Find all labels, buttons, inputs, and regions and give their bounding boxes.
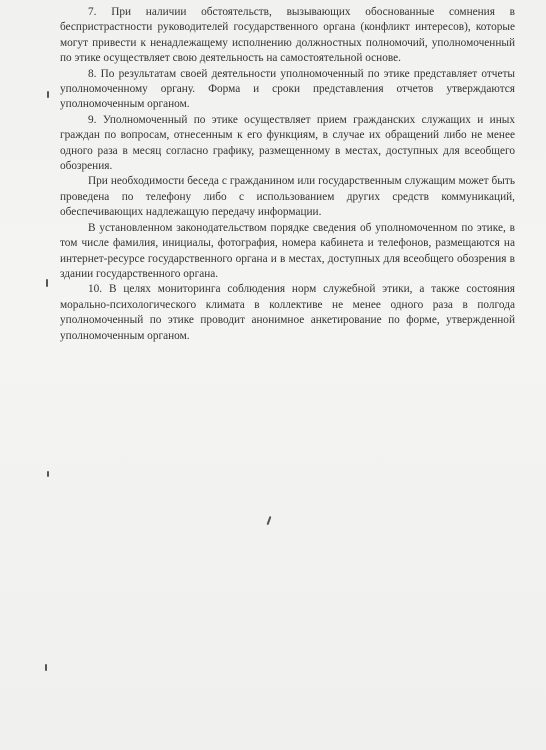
paragraph-8: 8. По результатам своей деятельности уполномоченный по этике представляет отчеты уполномоченному органу. Форма и сроки представления отчетов утверждаются уполномоченным органом. — [60, 67, 515, 111]
paragraph-9: 9. Уполномоченный по этике осуществляет прием гражданских служащих и иных граждан по вопросам, отнесенным к его функциям, в случае их обращений либо не менее одного раза в месяц согласно графику, размещенному в местах, доступных для всеобщего обозрения. — [60, 113, 515, 173]
paragraph-7: 7. При наличии обстоятельств, вызывающих обоснованные сомнения в беспристрастности руководителей государственного органа (конфликт интересов), которые могут привести к ненадлежащему исполнению должностных полномочий, уполномоченный по этике осуществляет свою деятельность на самостоятельной основе. — [60, 6, 515, 65]
scan-mark — [47, 471, 49, 477]
document-body — [60, 5, 515, 344]
paragraph-10: 10. В целях мониторинга соблюдения норм служебной этики, а также состояния морально-психологического климата в коллективе не менее одного раза в полгода уполномоченный по этике проводит анонимное анкетирование по форме, утвержденной уполномоченным органом. — [60, 283, 515, 342]
scan-mark — [45, 664, 47, 671]
scan-mark — [47, 91, 49, 98]
paragraph-9-phone: При необходимости беседа с гражданином или государственным служащим может быть проведена по телефону либо с использованием других средств коммуникаций, обеспечивающих надлежащую передачу информации. — [60, 175, 515, 219]
scan-mark — [267, 516, 271, 525]
scan-mark — [46, 279, 48, 287]
paragraph-9-info: В установленном законодательством порядке сведения об уполномоченном по этике, в том числе фамилия, инициалы, фотография, номера кабинета и телефонов, размещаются на интернет-ресурсе государственного органа и в местах, доступных для всеобщего обозрения в здании государственного органа. — [60, 221, 515, 280]
